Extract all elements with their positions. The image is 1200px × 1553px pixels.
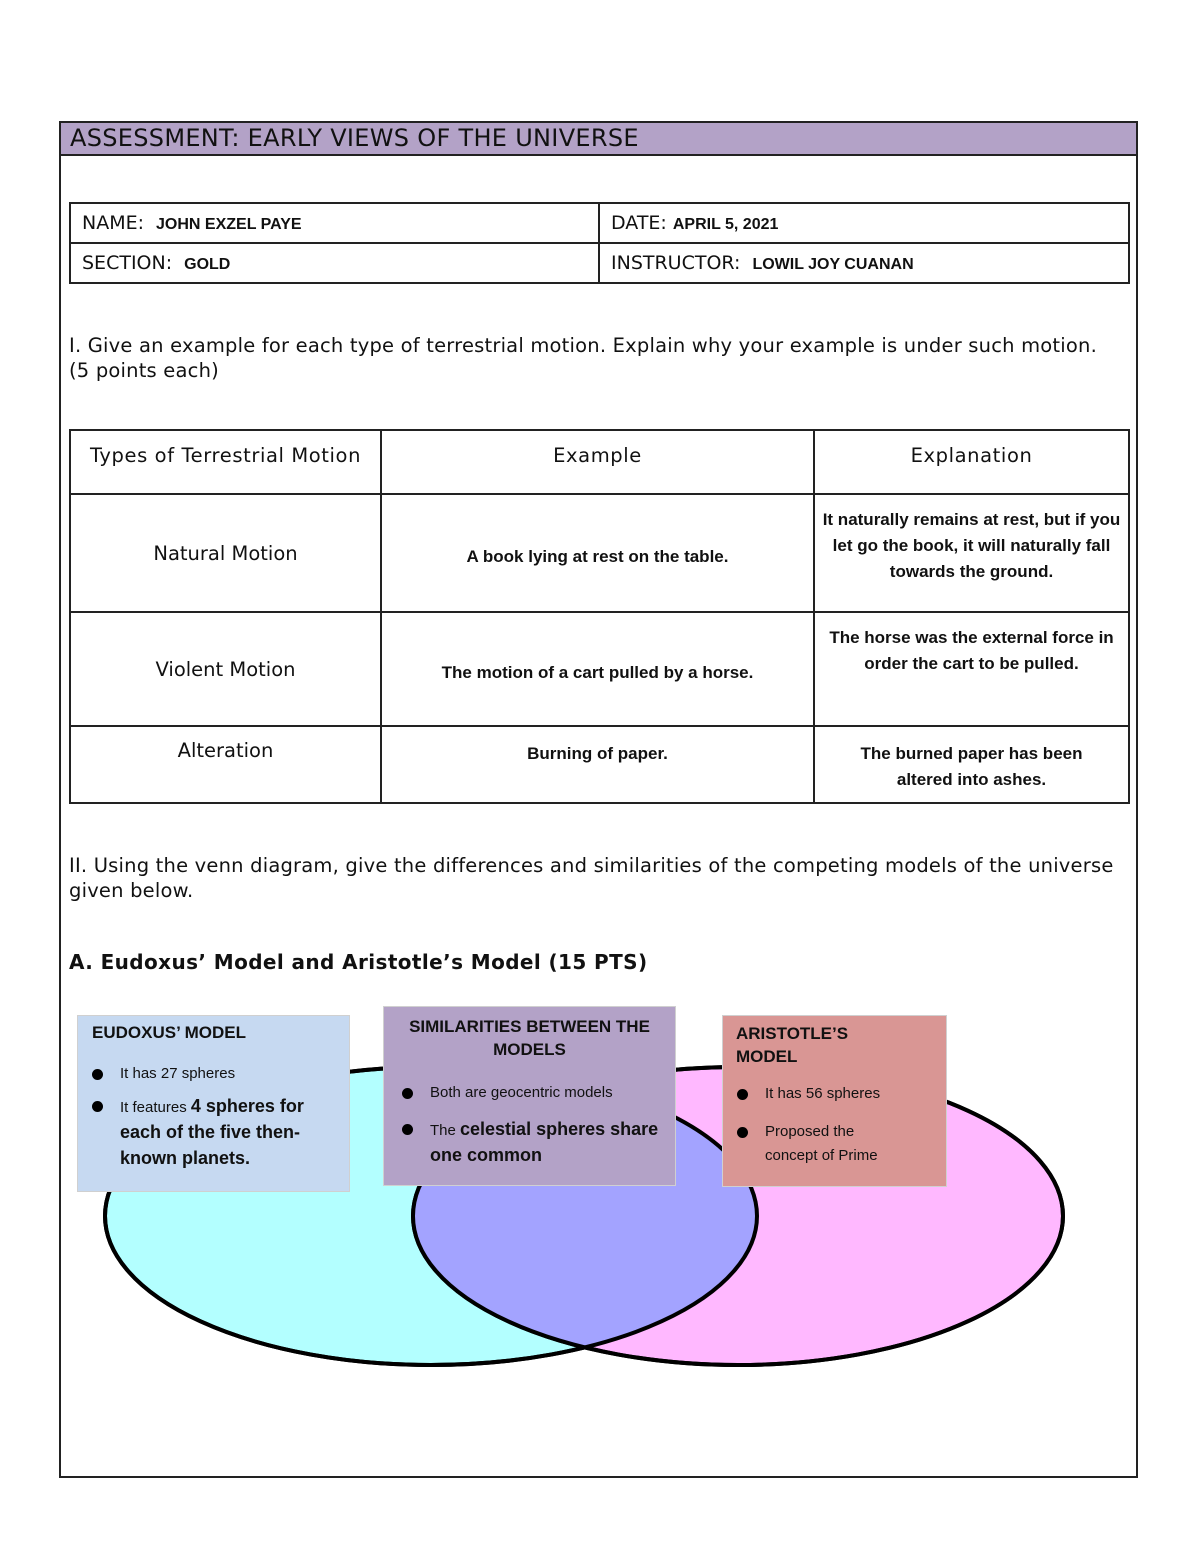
bullet-icon [737, 1089, 748, 1100]
bullet-icon [737, 1127, 748, 1138]
row-explanation: The horse was the external force in order the cart to be pulled. [814, 612, 1129, 726]
eudoxus-title: EUDOXUS’ MODEL [92, 1023, 246, 1042]
row-type: Violent Motion [70, 612, 381, 726]
section-label: SECTION: [82, 252, 173, 274]
bullet-icon [402, 1088, 413, 1099]
row-example: A book lying at rest on the table. [381, 494, 814, 612]
date-label: DATE: [611, 212, 667, 234]
list-item: Both are geocentric models [388, 1081, 665, 1105]
row-explanation: The burned paper has been altered into ashes. [814, 726, 1129, 803]
row-type: Alteration [70, 726, 381, 803]
instructor-label: INSTRUCTOR: [611, 252, 741, 274]
date-value: APRIL 5, 2021 [672, 216, 779, 233]
row-example: The motion of a cart pulled by a horse. [381, 612, 814, 726]
list-item: Proposed the concept of Prime [723, 1120, 885, 1168]
similarities-box [383, 1006, 676, 1186]
aristotle-title: ARISTOTLE’S MODEL [736, 1024, 849, 1066]
page-title: ASSESSMENT: EARLY VIEWS OF THE UNIVERSE [61, 123, 1136, 156]
list-item: It features 4 spheres for each of the five then-known planets. [78, 1094, 349, 1172]
header-type: Types of Terrestrial Motion [70, 430, 381, 494]
header-explanation: Explanation [814, 430, 1129, 494]
part1-question: I. Give an example for each type of terrestrial motion. Explain why your example is under such motion. (5 points each) [69, 334, 1097, 382]
eudoxus-box [77, 1015, 350, 1192]
name-label: NAME: [82, 212, 145, 234]
header-example: Example [381, 430, 814, 494]
row-example: Burning of paper. [381, 726, 814, 803]
bullet-icon [92, 1069, 103, 1080]
section-a-heading: A. Eudoxus’ Model and Aristotle’s Model (15 PTS) [69, 950, 648, 974]
name-value: JOHN EXZEL PAYE [156, 216, 302, 233]
aristotle-box [722, 1015, 947, 1187]
similarities-title: SIMILARITIES BETWEEN THE MODELS [409, 1017, 650, 1059]
list-item: It has 27 spheres [78, 1062, 349, 1086]
row-type: Natural Motion [70, 494, 381, 612]
list-item: The celestial spheres share one common [388, 1117, 665, 1169]
bullet-icon [402, 1124, 413, 1135]
list-item: It has 56 spheres [723, 1082, 946, 1106]
section-value: GOLD [184, 256, 231, 273]
instructor-value: LOWIL JOY CUANAN [752, 256, 914, 273]
part2-question: II. Using the venn diagram, give the differences and similarities of the competing models of the universe given below. [69, 854, 1114, 902]
bullet-icon [92, 1101, 103, 1112]
row-explanation: It naturally remains at rest, but if you let go the book, it will naturally fall towards the ground. [814, 494, 1129, 612]
